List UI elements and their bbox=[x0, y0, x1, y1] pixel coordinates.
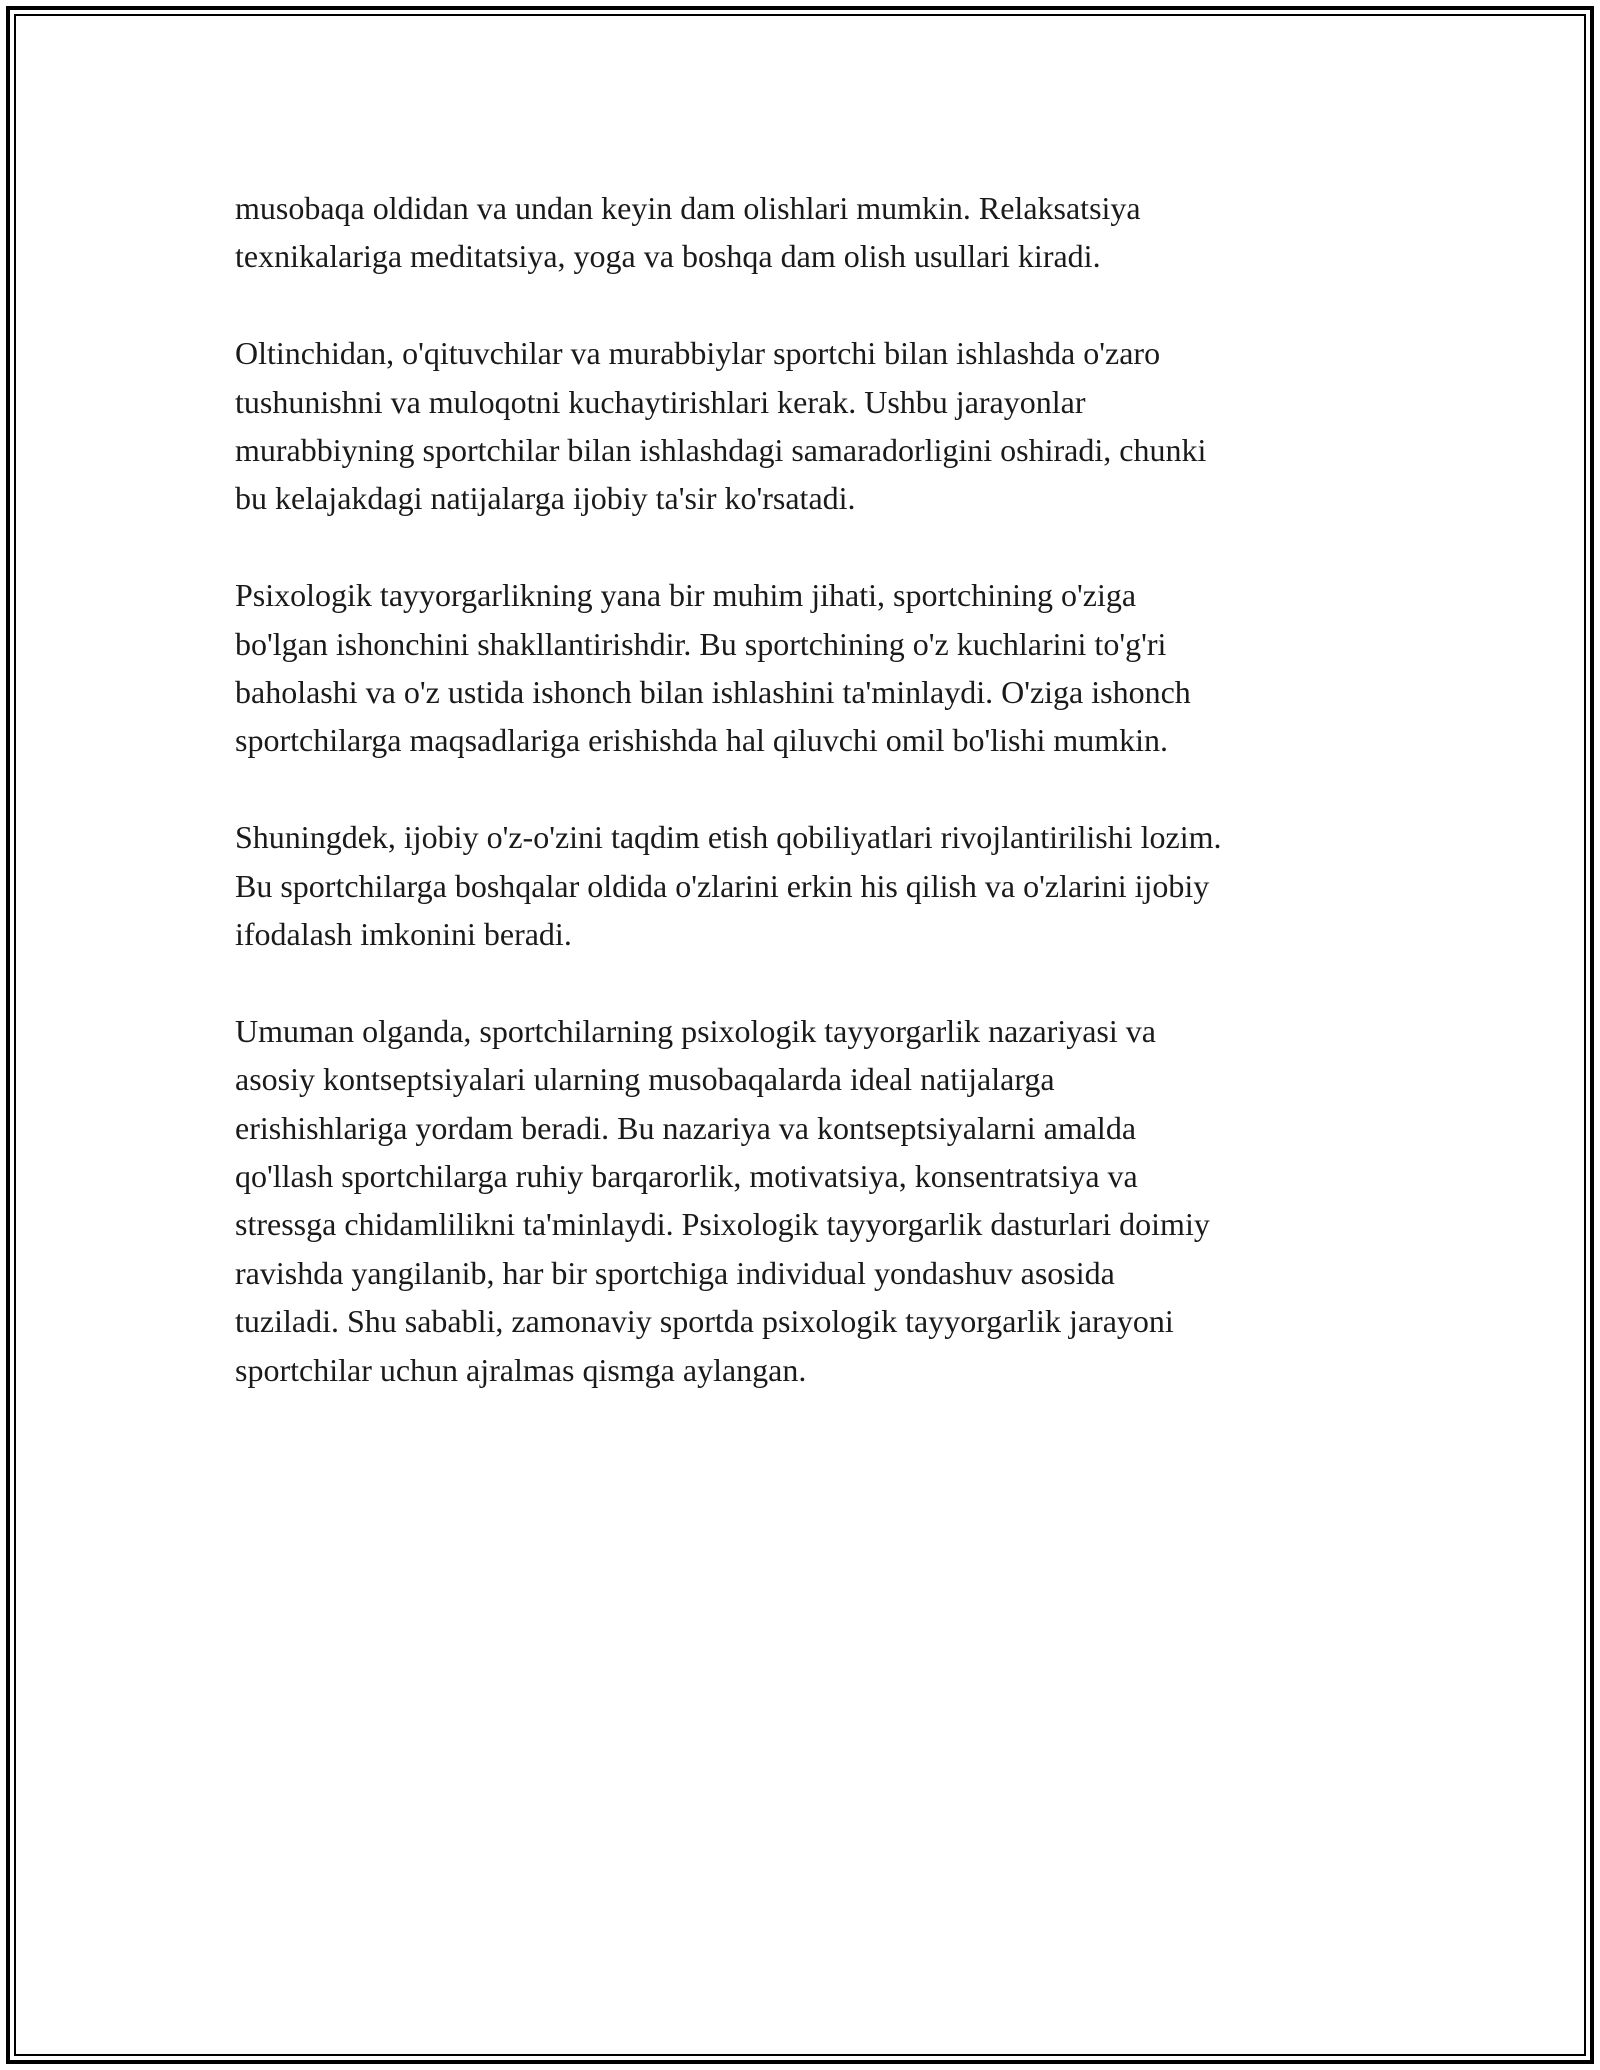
document-body bbox=[235, 184, 1395, 1442]
text-line: stressga chidamlilikni ta'minlaydi. Psixologik tayyorgarlik dasturlari doimiy bbox=[235, 1206, 1210, 1243]
paragraph-communication bbox=[235, 329, 1395, 523]
paragraph-self-presentation bbox=[235, 813, 1395, 958]
text-line: Shuningdek, ijobiy o'z-o'zini taqdim etish qobiliyatlari rivojlantirilishi lozim. bbox=[235, 819, 1222, 856]
paragraph-self-confidence bbox=[235, 571, 1395, 765]
text-line: sportchilarga maqsadlariga erishishda hal qiluvchi omil bo'lishi mumkin. bbox=[235, 722, 1169, 759]
text-line: sportchilar uchun ajralmas qismga aylangan. bbox=[235, 1351, 807, 1388]
paragraph-conclusion bbox=[235, 1007, 1395, 1394]
text-line: Bu sportchilarga boshqalar oldida o'zlarini erkin his qilish va o'zlarini ijobiy bbox=[235, 867, 1210, 904]
text-line: tuziladi. Shu sababli, zamonaviy sportda psixologik tayyorgarlik jarayoni bbox=[235, 1303, 1174, 1340]
text-line: baholashi va o'z ustida ishonch bilan ishlashini ta'minlaydi. O'ziga ishonch bbox=[235, 674, 1191, 711]
text-line: qo'llash sportchilarga ruhiy barqarorlik, motivatsiya, konsentratsiya va bbox=[235, 1158, 1138, 1195]
text-line: Umuman olganda, sportchilarning psixologik tayyorgarlik nazariyasi va bbox=[235, 1012, 1156, 1049]
text-line: asosiy kontseptsiyalari ularning musobaqalarda ideal natijalarga bbox=[235, 1061, 1055, 1098]
text-line: ifodalash imkonini beradi. bbox=[235, 916, 572, 953]
text-line: Oltinchidan, o'qituvchilar va murabbiylar sportchi bilan ishlashda o'zaro bbox=[235, 335, 1161, 372]
text-line: erishishlariga yordam beradi. Bu nazariya va kontseptsiyalarni amalda bbox=[235, 1109, 1137, 1146]
paragraph-relaxation bbox=[235, 184, 1395, 281]
text-line: bu kelajakdagi natijalarga ijobiy ta'sir ko'rsatadi. bbox=[235, 480, 856, 517]
text-line: tushunishni va muloqotni kuchaytirishlari kerak. Ushbu jarayonlar bbox=[235, 383, 1086, 420]
text-line: murabbiyning sportchilar bilan ishlashdagi samaradorligini oshiradi, chunki bbox=[235, 432, 1207, 469]
text-line: ravishda yangilanib, har bir sportchiga individual yondashuv asosida bbox=[235, 1254, 1115, 1291]
text-line: texnikalariga meditatsiya, yoga va boshqa dam olish usullari kiradi. bbox=[235, 238, 1101, 275]
text-line: musobaqa oldidan va undan keyin dam olishlari mumkin. Relaksatsiya bbox=[235, 190, 1141, 226]
text-line: bo'lgan ishonchini shakllantirishdir. Bu sportchining o'z kuchlarini to'g'ri bbox=[235, 625, 1167, 662]
text-line: Psixologik tayyorgarlikning yana bir muhim jihati, sportchining o'ziga bbox=[235, 577, 1137, 614]
